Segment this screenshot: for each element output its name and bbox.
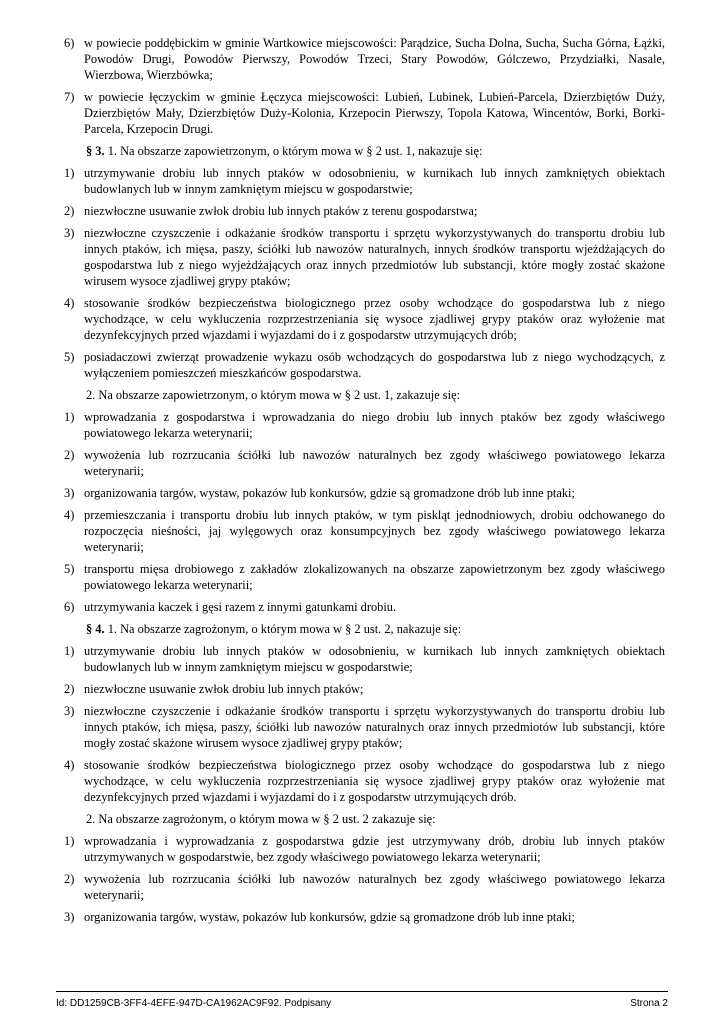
item-text: niezwłoczne usuwanie zwłok drobiu lub innych ptaków; [84,682,364,696]
item-text: posiadaczowi zwierząt prowadzenie wykazu osób wchodzących do gospodarstwa lub z niego wychodzących, z wyłączeniem pomieszczeń mieszkańców gospodarstwa. [84,350,665,380]
item-text: transportu mięsa drobiowego z zakładów zlokalizowanych na obszarze zapowietrzonym bez zgody właściwego powiatowego lekarza weterynarii; [84,562,665,592]
list-item [64,225,665,289]
item-number: 2) [64,448,75,462]
item-text: niezwłoczne czyszczenie i odkażanie środków transportu i sprzętu wykorzystywanych do transportu drobiu lub innych ptaków, ich mięsa, paszy, ściółki lub nawozów naturalnych oraz innych przedmiotów lub substancji, które mogły zostać skażone wirusem wysoce zjadliwej grypy ptaków; [84,704,665,750]
list-item [64,909,665,925]
list-item [64,485,665,501]
item-number: 3) [64,704,75,718]
list-item [64,681,665,697]
item-text: przemieszczania i transportu drobiu lub innych ptaków, w tym piskląt jednodniowych, drobiu odchowanego do rozpoczęcia nieśności, jaj wylęgowych oraz konsumpcyjnych bez zgody właściwego powiatowego lekarza weterynarii; [84,508,665,554]
item-number: 4) [64,758,75,772]
item-text: organizowania targów, wystaw, pokazów lub konkursów, gdzie są gromadzone drób lub inne ptaki; [84,486,575,500]
item-text: stosowanie środków bezpieczeństwa biologicznego przez osoby wchodzące do gospodarstwa lub z niego wychodzące, w celu wykluczenia rozprzestrzeniania się wysoce zjadliwej grypy ptaków oraz wyłożenie mat dezynfekcyjnych przed wjazdami i wyjazdami do i z gospodarstw utrzymujących drób. [84,758,665,804]
list-item [64,203,665,219]
footer-page-number: Strona 2 [630,998,668,1009]
footer-document-id: Id: DD1259CB-3FF4-4EFE-947D-CA1962AC9F92. Podpisany [56,998,332,1009]
document-content [64,35,665,931]
item-number: 1) [64,834,75,848]
item-number: 1) [64,644,75,658]
footer-divider [56,991,668,992]
item-number: 6) [64,600,75,614]
section-mark: § 3. [86,144,105,158]
item-text: niezwłoczne czyszczenie i odkażanie środków transportu i sprzętu wykorzystywanych do transportu drobiu lub innych ptaków, ich mięsa, paszy, ściółki lub nawozów naturalnych, innych środków transportu wjeżdżających do gospodarstwa lub z niego wyjeżdżających oraz innych przedmiotów lub substancji, które mogły zostać skażone wirusem wysoce zjadliwej grypy ptaków; [84,226,665,288]
item-text: wywożenia lub rozrzucania ściółki lub nawozów naturalnych bez zgody właściwego powiatowego lekarza weterynarii; [84,872,665,902]
item-text: stosowanie środków bezpieczeństwa biologicznego przez osoby wchodzące do gospodarstwa lub z niego wychodzące, w celu wykluczenia rozprzestrzeniania się wysoce zjadliwej grypy ptaków oraz wyłożenie mat dezynfekcyjnych przed wjazdami i wyjazdami do i z gospodarstw utrzymujących drób; [84,296,665,342]
item-text: w powiecie poddębickim w gminie Wartkowice miejscowości: Parądzice, Sucha Dolna, Sucha, Sucha Górna, Łążki, Powodów Drugi, Powodów Pierwszy, Powodów Trzeci, Stary Powodów, Gólczewo, Przydziałki, Nasale, Wierzbowa, Wierzbówka; [84,36,665,82]
item-text: utrzymywanie drobiu lub innych ptaków w odosobnieniu, w kurnikach lub innych zamkniętych obiektach budowlanych lub w innym zamkniętym miejscu w gospodarstwie; [84,166,665,196]
list-item [64,833,665,865]
item-number: 2) [64,204,75,218]
list-item [64,703,665,751]
item-text: organizowania targów, wystaw, pokazów lub konkursów, gdzie są gromadzone drób lub inne ptaki; [84,910,575,924]
item-number: 3) [64,486,75,500]
item-number: 7) [64,90,75,104]
section-4-paragraph-2: 2. Na obszarze zagrożonym, o którym mowa w § 2 ust. 2 zakazuje się: [86,812,436,826]
item-text: wprowadzania i wyprowadzania z gospodarstwa gdzie jest utrzymywany drób, drobiu lub innych ptaków utrzymywanych w gospodarstwie, bez zgody właściwego powiatowego lekarza weterynarii; [84,834,665,864]
item-text: utrzymywanie drobiu lub innych ptaków w odosobnieniu, w kurnikach lub innych zamkniętych obiektach budowlanych lub w innym zamkniętym miejscu w gospodarstwie; [84,644,665,674]
section-intro-text: 1. Na obszarze zagrożonym, o którym mowa w § 2 ust. 2, nakazuje się: [104,622,462,636]
list-item [64,599,665,615]
section-mark: § 4. [86,622,105,636]
list-item [64,165,665,197]
item-text: niezwłoczne usuwanie zwłok drobiu lub innych ptaków z terenu gospodarstwa; [84,204,478,218]
section-3-intro [64,143,665,159]
section-4-intro [64,621,665,637]
list-item [64,643,665,675]
item-text: wywożenia lub rozrzucania ściółki lub nawozów naturalnych bez zgody właściwego powiatowego lekarza weterynarii; [84,448,665,478]
item-text: wprowadzania z gospodarstwa i wprowadzania do niego drobiu lub innych ptaków bez zgody właściwego powiatowego lekarza weterynarii; [84,410,665,440]
item-number: 2) [64,872,75,886]
list-item [64,409,665,441]
item-text: w powiecie łęczyckim w gminie Łęczyca miejscowości: Lubień, Lubinek, Lubień-Parcela, Dzierzbiętów Duży, Dzierzbiętów Mały, Dzierzbiętów Duży-Kolonia, Krzepocin Pierwszy, Topola Katowa, Wincentów, Borki, Borki-Parcela, Krzepocin Drugi. [84,90,665,136]
section-3-paragraph-2: 2. Na obszarze zapowietrzonym, o którym mowa w § 2 ust. 1, zakazuje się: [86,388,461,402]
list-item [64,295,665,343]
item-text: utrzymywania kaczek i gęsi razem z innymi gatunkami drobiu. [84,600,397,614]
item-number: 4) [64,508,75,522]
item-number: 5) [64,562,75,576]
list-item [64,447,665,479]
list-item [64,757,665,805]
item-number: 3) [64,226,75,240]
item-number: 1) [64,410,75,424]
section-intro-text: 1. Na obszarze zapowietrzonym, o którym mowa w § 2 ust. 1, nakazuje się: [104,144,483,158]
item-number: 5) [64,350,75,364]
item-number: 1) [64,166,75,180]
item-number: 2) [64,682,75,696]
list-item [64,89,665,137]
item-number: 4) [64,296,75,310]
list-item [64,35,665,83]
item-number: 6) [64,36,75,50]
list-item [64,349,665,381]
list-item [64,507,665,555]
list-item [64,871,665,903]
list-item [64,561,665,593]
item-number: 3) [64,910,75,924]
